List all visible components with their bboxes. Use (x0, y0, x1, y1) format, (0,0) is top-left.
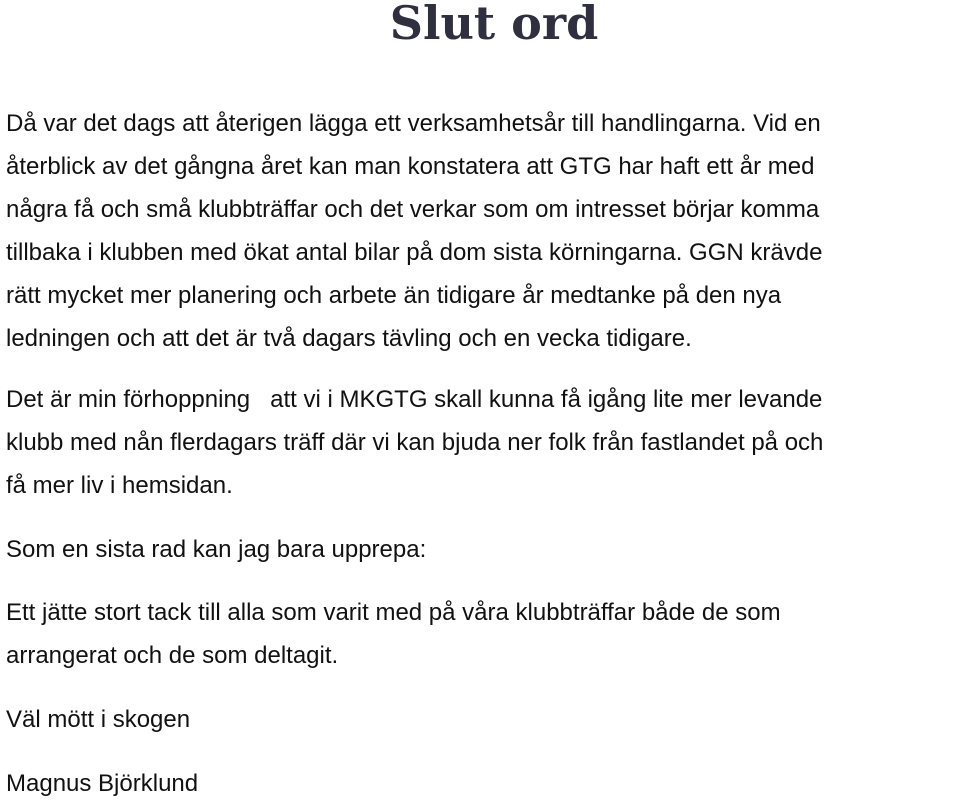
author-name: Magnus Björklund (6, 770, 199, 797)
text-line: rätt mycket mer planering och arbete än tidigare år medtanke på den nya (6, 282, 782, 309)
text-line: några få och små klubbträffar och det verkar som om intresset börjar komma (6, 196, 820, 223)
text-line: tillbaka i klubben med ökat antal bilar på dom sista körningarna. GGN krävde (6, 239, 823, 266)
page-title: Slut ord (389, 0, 599, 50)
text-line: arrangerat och de som deltagit. (6, 642, 339, 669)
text-line: återblick av det gångna året kan man konstatera att GTG har haft ett år med (6, 153, 815, 180)
paragraph-farewell (6, 698, 956, 741)
paragraph-thanks (6, 591, 956, 677)
text-line: ledningen och att det är två dagars tävling och en vecka tidigare. (6, 325, 692, 352)
text-line: Som en sista rad kan jag bara upprepa: (6, 536, 427, 563)
text-line: Väl mött i skogen (6, 706, 191, 733)
text-line: Ett jätte stort tack till alla som varit med på våra klubbträffar både de som (6, 599, 781, 626)
paragraph-intro (6, 102, 956, 360)
text-line: klubb med nån flerdagars träff där vi kan bjuda ner folk från fastlandet på och (6, 429, 824, 456)
signature (6, 762, 956, 805)
paragraph-last-line (6, 528, 956, 571)
text-line: få mer liv i hemsidan. (6, 472, 233, 499)
paragraph-hope (6, 378, 956, 507)
text-line: Då var det dags att återigen lägga ett verksamhetsår till handlingarna. Vid en (6, 110, 821, 137)
text-line: Det är min förhoppning att vi i MKGTG skall kunna få igång lite mer levande (6, 386, 823, 413)
